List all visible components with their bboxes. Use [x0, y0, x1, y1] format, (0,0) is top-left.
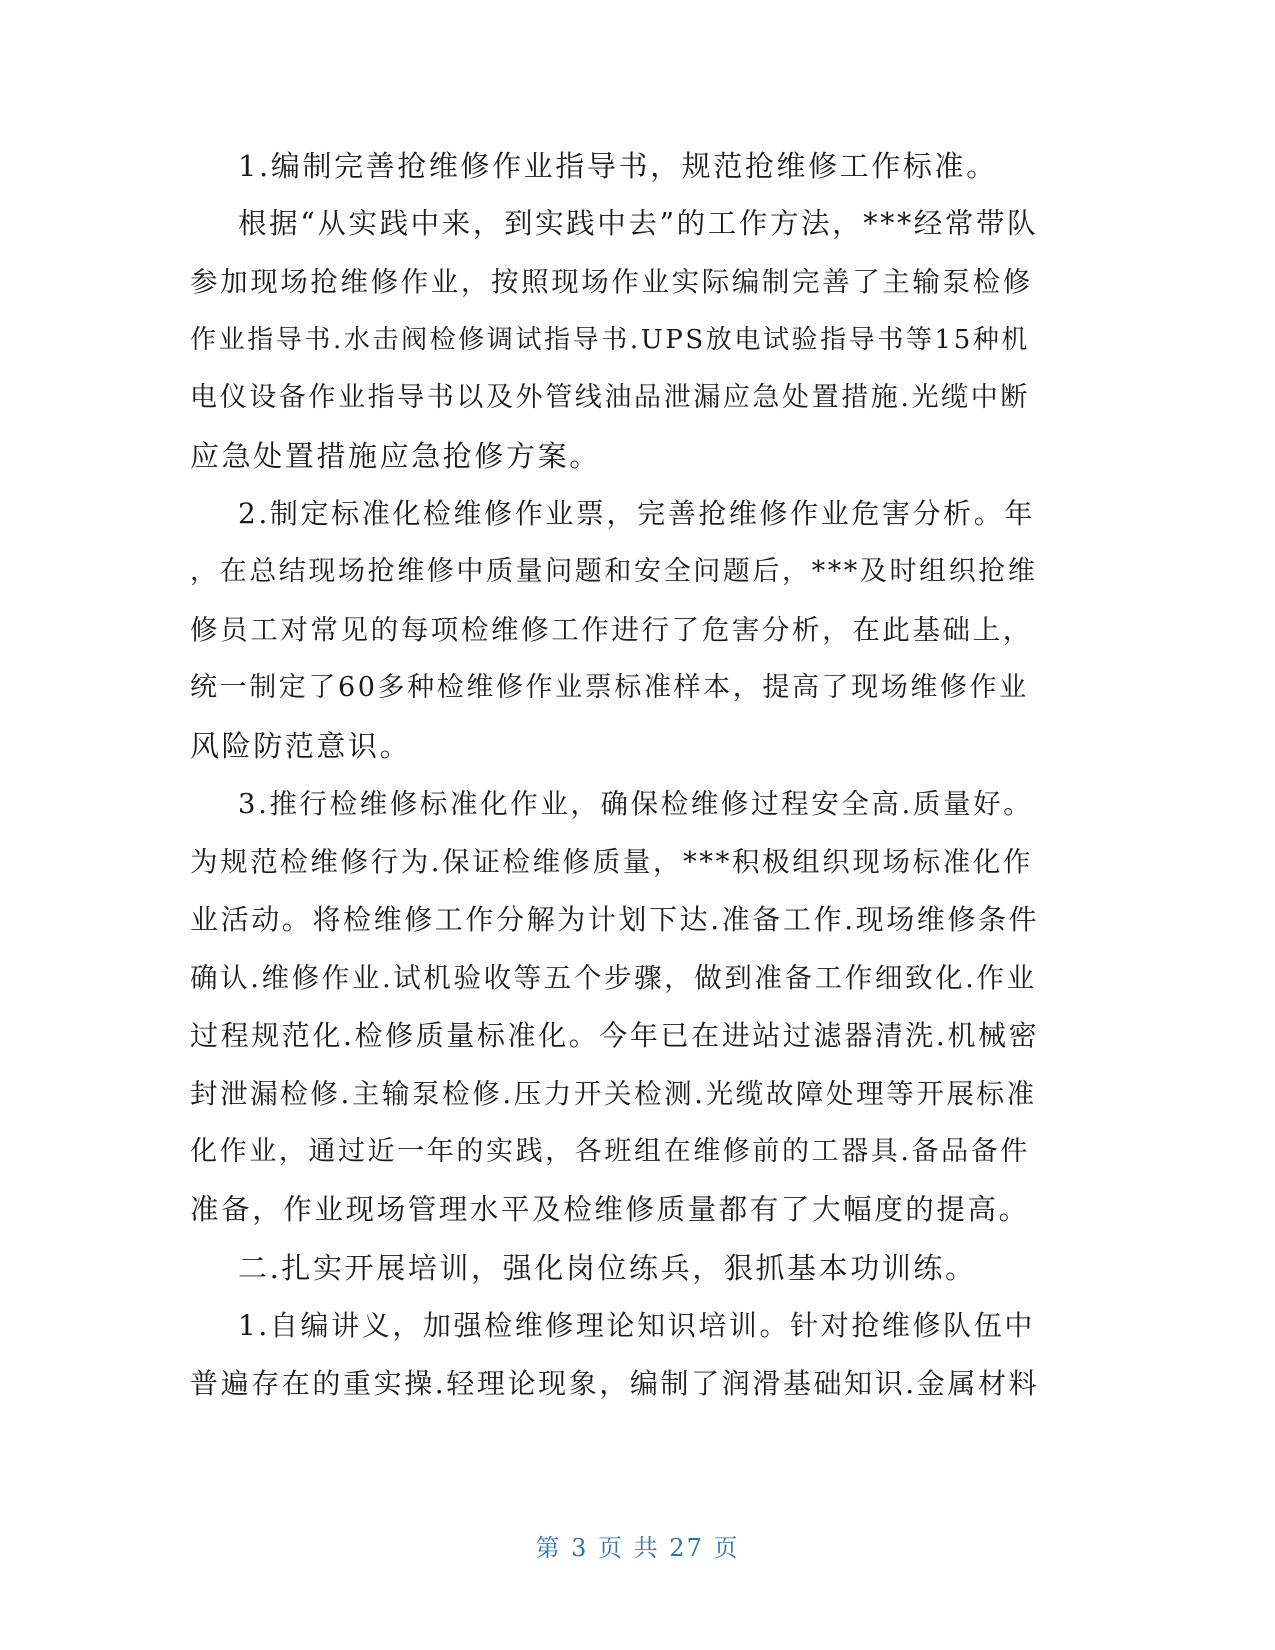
text-line: 1.编制完善抢维修作业指导书，规范抢维修工作标准。 [238, 149, 998, 183]
text-line: 确认.维修作业.试机验收等五个步骤，做到准备工作细致化.作业 [190, 962, 1037, 994]
text-line: 风险防范意识。 [190, 729, 412, 763]
text-line: 修员工对常见的每项检维修工作进行了危害分析，在此基础上， [190, 614, 1033, 646]
text-line: 2.制定标准化检维修作业票，完善抢维修作业危害分析。年 [238, 497, 1035, 530]
text-line: 根据“从实践中来，到实践中去”的工作方法，***经常带队 [238, 207, 1039, 240]
text-line: 统一制定了60多种检维修作业票标准样本，提高了现场维修作业 [190, 672, 1029, 703]
text-line: 1.自编讲义，加强检维修理论知识培训。针对抢维修队伍中 [238, 1309, 1035, 1342]
section-heading: 二.扎实开展培训，强化岗位练兵，狠抓基本功训练。 [238, 1251, 977, 1285]
text-line: 化作业，通过近一年的实践，各班组在维修前的工器具.备品备件 [190, 1136, 1030, 1167]
text-line: ，在总结现场抢维修中质量问题和安全问题后，***及时组织抢维 [190, 556, 1038, 587]
text-line: 作业指导书.水击阀检修调试指导书.UPS放电试验指导书等15种机 [190, 325, 1031, 355]
text-line: 电仪设备作业指导书以及外管线油品泄漏应急处置措施.光缆中断 [190, 382, 1030, 413]
text-line: 普遍存在的重实操.轻理论现象，编制了润滑基础知识.金属材料 [190, 1367, 1040, 1400]
text-line: 准备，作业现场管理水平及检维修质量都有了大幅度的提高。 [190, 1193, 1030, 1226]
text-line: 3.推行检维修标准化作业，确保检维修过程安全高.质量好。 [238, 788, 1034, 820]
text-line: 应急处置措施应急抢修方案。 [190, 439, 601, 473]
text-line: 为规范检维修行为.保证检维修质量，***积极组织现场标准化作 [190, 846, 1033, 878]
text-line: 业活动。将检维修工作分解为计划下达.准备工作.现场维修条件 [190, 903, 1040, 936]
page-number-footer: 第 3 页 共 27 页 [535, 1534, 740, 1562]
text-line: 过程规范化.检修质量标准化。今年已在进站过滤器清洗.机械密 [190, 1019, 1040, 1052]
text-line: 参加现场抢维修作业，按照现场作业实际编制完善了主输泵检修 [190, 266, 1033, 298]
text-line: 封泄漏检修.主输泵检修.压力开关检测.光缆故障处理等开展标准 [190, 1078, 1037, 1110]
